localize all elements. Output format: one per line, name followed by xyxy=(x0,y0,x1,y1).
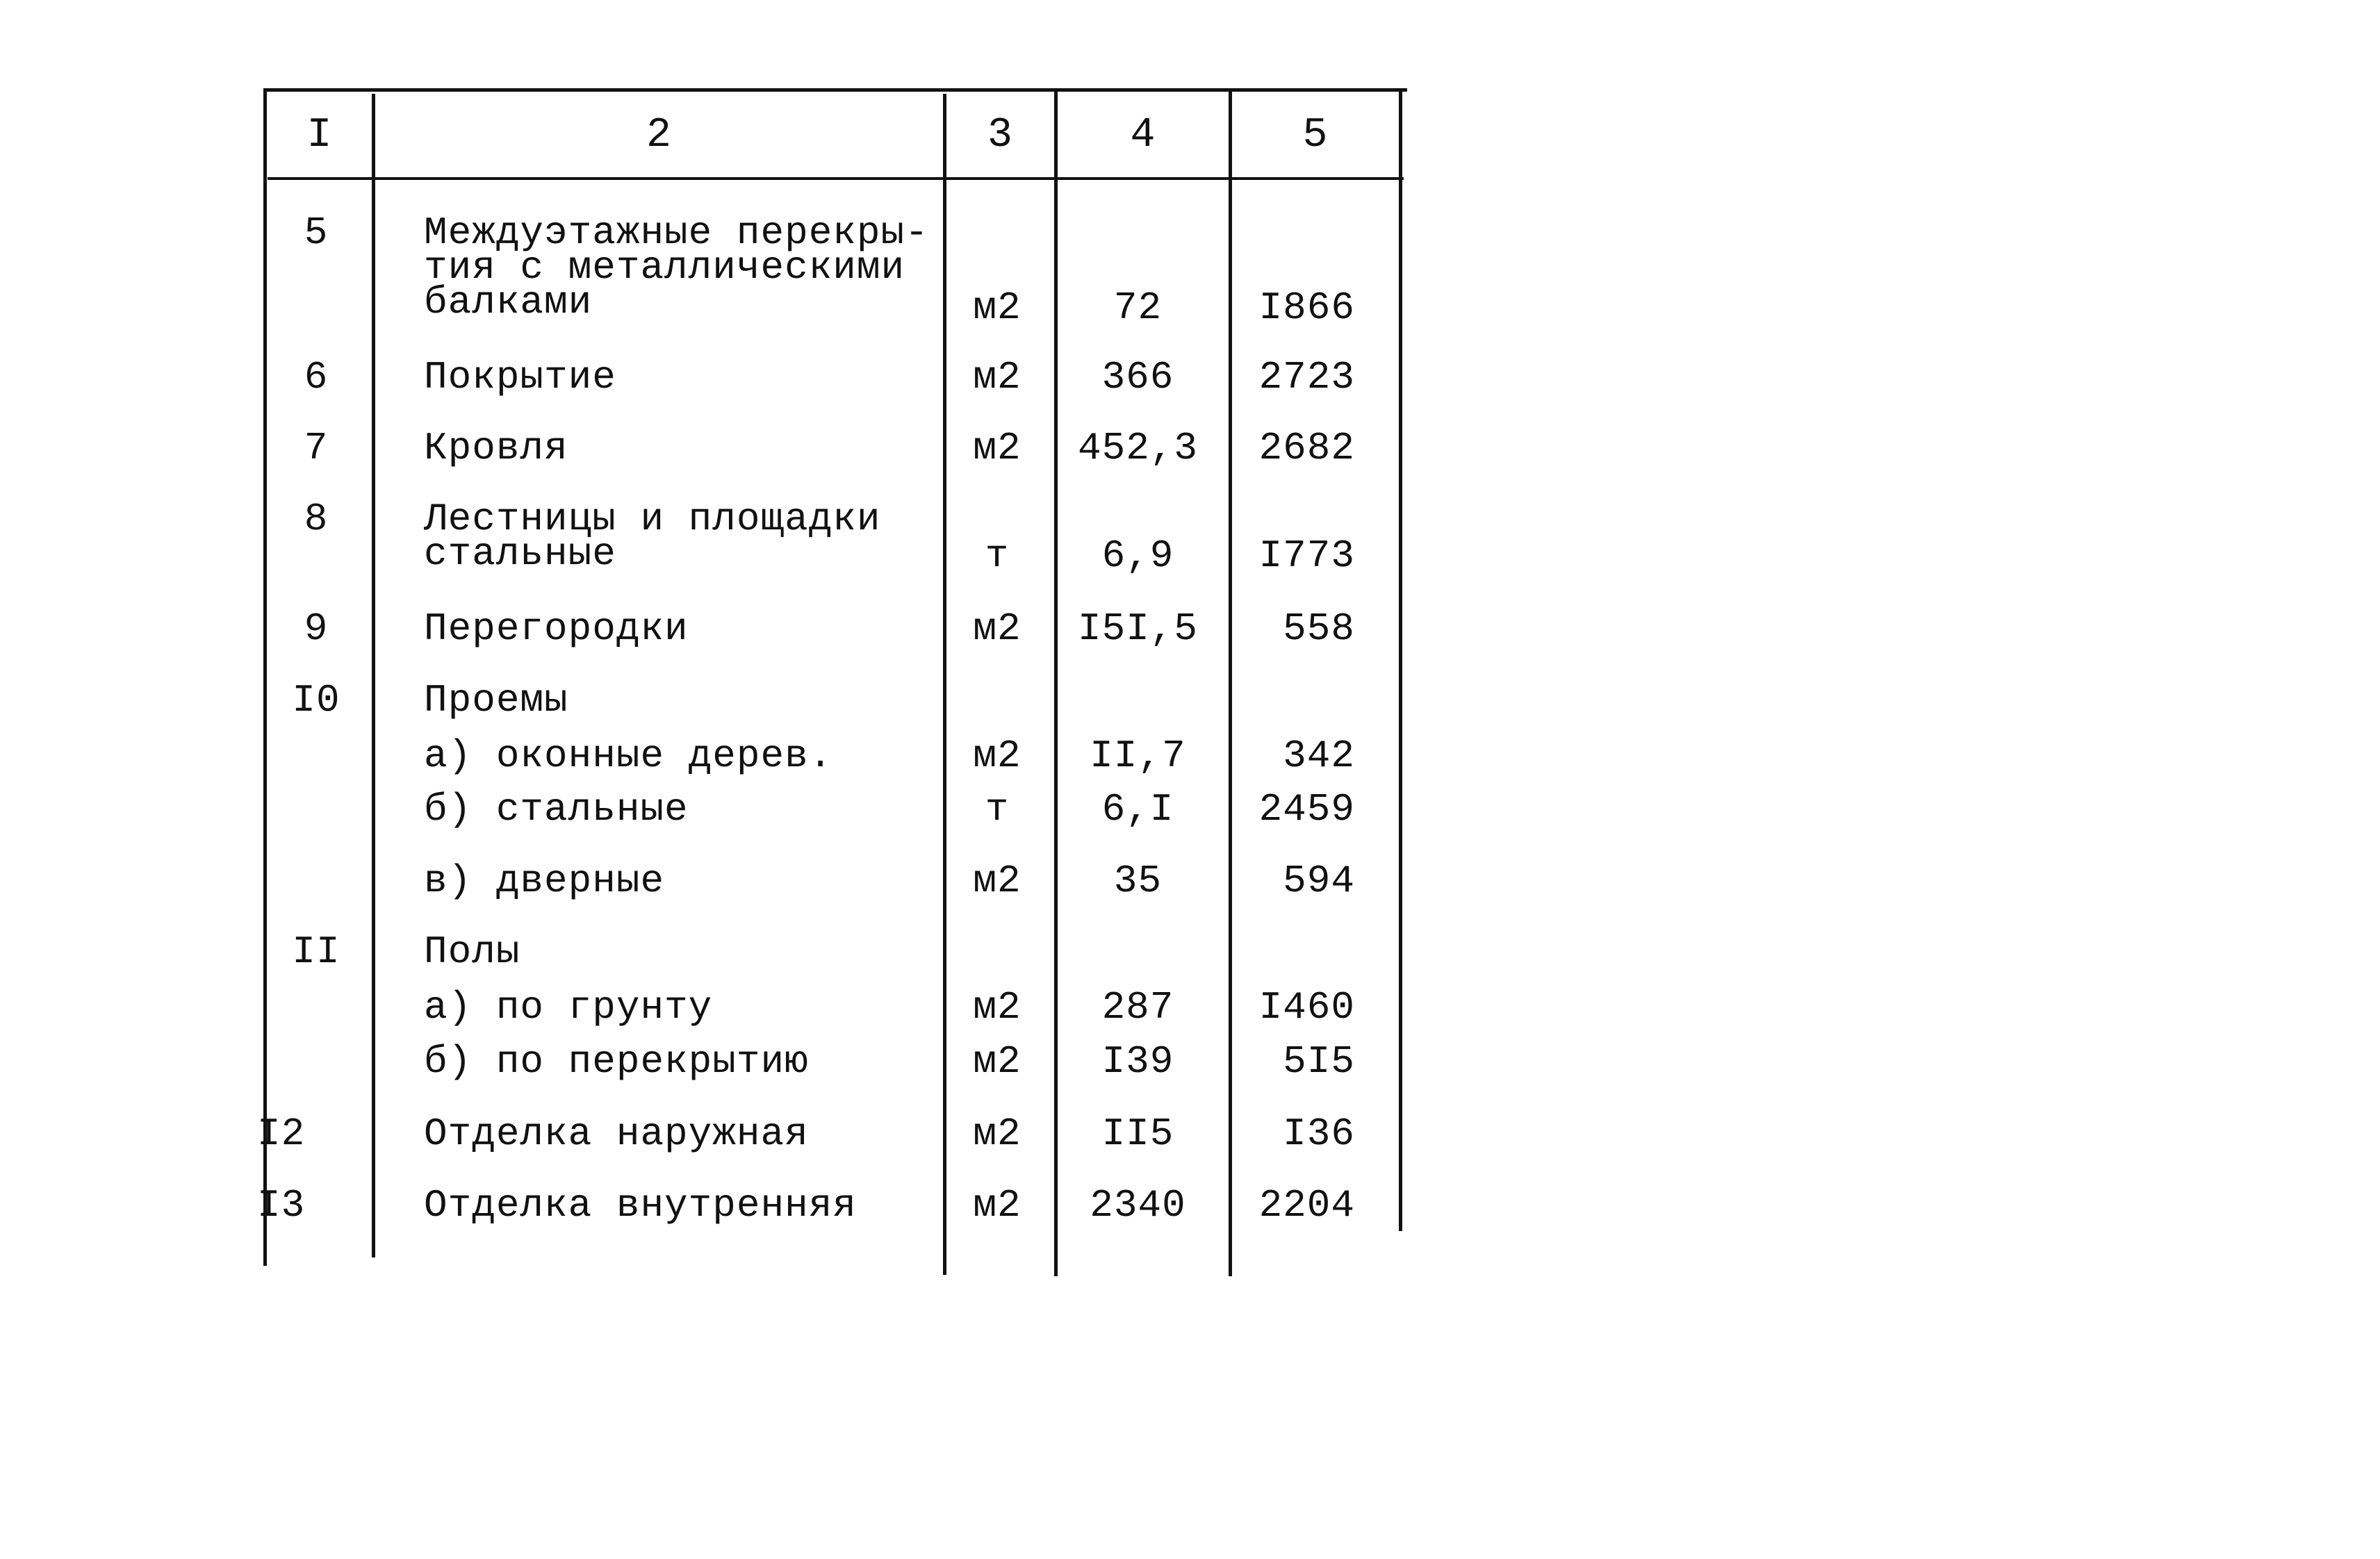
row-unit: м2 xyxy=(973,1039,1021,1084)
row-number: 6 xyxy=(304,355,329,399)
row-quantity: I5I,5 xyxy=(1077,607,1199,651)
row-number: 5 xyxy=(304,211,329,255)
row-number: II xyxy=(292,930,340,974)
row-cost: 2723 xyxy=(1258,355,1355,399)
column-divider-1 xyxy=(372,94,375,1257)
row-name: Отделка наружная xyxy=(424,1112,809,1156)
row-number: I2 xyxy=(257,1112,306,1156)
row-name: б) по перекрытию xyxy=(424,1039,809,1084)
row-cost: I866 xyxy=(1258,286,1355,330)
row-name: Отделка внутренняя xyxy=(424,1183,857,1228)
column-divider-4 xyxy=(1229,88,1232,1276)
row-cost: I773 xyxy=(1258,534,1355,578)
row-quantity: 2340 xyxy=(1090,1183,1186,1228)
header-col-3: 3 xyxy=(987,112,1013,159)
header-col-4: 4 xyxy=(1130,112,1156,159)
row-unit: м2 xyxy=(973,607,1021,651)
column-divider-3 xyxy=(1054,88,1058,1276)
row-quantity: 6,9 xyxy=(1101,534,1174,578)
row-number: 7 xyxy=(304,426,329,470)
row-cost: 342 xyxy=(1283,734,1355,778)
row-quantity: 452,3 xyxy=(1077,426,1199,470)
row-unit: м2 xyxy=(973,734,1021,778)
row-cost: 2204 xyxy=(1258,1183,1355,1228)
row-unit: т xyxy=(985,534,1010,578)
row-unit: м2 xyxy=(973,985,1021,1030)
row-unit: т xyxy=(985,787,1010,832)
row-quantity: II,7 xyxy=(1090,734,1186,778)
row-name: Полы xyxy=(424,930,520,974)
row-quantity: II5 xyxy=(1101,1112,1174,1156)
row-unit: м2 xyxy=(973,286,1021,330)
header-col-5: 5 xyxy=(1302,112,1329,159)
row-cost: 558 xyxy=(1283,607,1355,651)
row-name: а) оконные дерев. xyxy=(424,734,833,778)
column-divider-2 xyxy=(943,94,946,1275)
row-unit: м2 xyxy=(973,1183,1021,1228)
row-name: а) по грунту xyxy=(424,985,713,1030)
row-number: I0 xyxy=(292,678,340,723)
row-quantity: 6,I xyxy=(1101,787,1174,832)
row-cost: 2682 xyxy=(1258,426,1355,470)
row-number: 9 xyxy=(304,607,329,651)
table-right-border xyxy=(1399,88,1402,1231)
header-col-2: 2 xyxy=(646,112,672,159)
row-unit: м2 xyxy=(973,859,1021,903)
row-quantity: 366 xyxy=(1101,355,1174,399)
row-name: Проемы xyxy=(424,678,568,723)
row-name: Междуэтажные перекры- тия с металлическими балками xyxy=(424,211,929,324)
row-name: Перегородки xyxy=(424,607,689,651)
row-name: Лестницы и площадки стальные xyxy=(424,497,881,576)
row-cost: I460 xyxy=(1258,985,1355,1030)
row-name: Кровля xyxy=(424,426,568,470)
row-cost: I36 xyxy=(1283,1112,1355,1156)
header-col-1: I xyxy=(306,112,333,159)
row-quantity: I39 xyxy=(1101,1039,1174,1084)
row-number: I3 xyxy=(257,1183,306,1228)
row-cost: 5I5 xyxy=(1283,1039,1355,1084)
row-name: б) стальные xyxy=(424,787,689,832)
row-number: 8 xyxy=(304,497,329,541)
row-cost: 594 xyxy=(1283,859,1355,903)
row-name: Покрытие xyxy=(424,355,616,399)
row-name: в) дверные xyxy=(424,859,665,903)
row-cost: 2459 xyxy=(1258,787,1355,832)
row-unit: м2 xyxy=(973,426,1021,470)
header-bottom-border xyxy=(268,177,1404,180)
row-quantity: 72 xyxy=(1113,286,1163,330)
row-quantity: 35 xyxy=(1113,859,1163,903)
table-top-border xyxy=(264,88,1407,92)
row-unit: м2 xyxy=(973,355,1021,399)
table-left-border xyxy=(263,88,267,1266)
row-unit: м2 xyxy=(973,1112,1021,1156)
row-quantity: 287 xyxy=(1101,985,1174,1030)
